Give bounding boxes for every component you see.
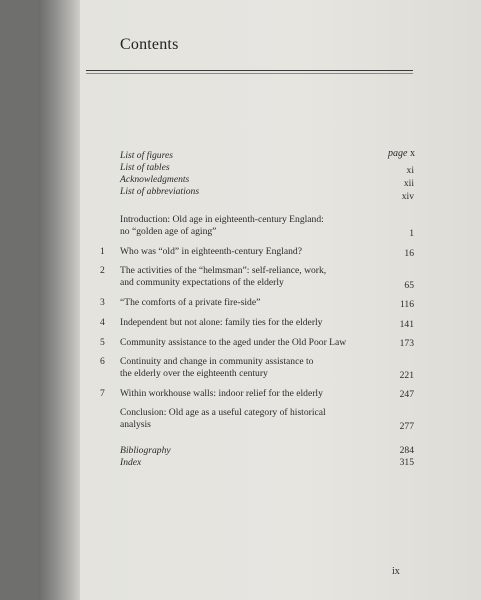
title-rule (86, 70, 413, 71)
back-matter-page: 284 (399, 445, 414, 456)
page-title: Contents (120, 36, 179, 53)
chapter-number: 5 (100, 337, 105, 348)
chapter-number: 3 (100, 297, 105, 308)
toc-page: 116 (399, 299, 414, 310)
toc-entry-chapter-6: Continuity and change in community assistance to the elderly over the eighteenth century (120, 356, 314, 379)
toc-page: 247 (399, 389, 414, 400)
toc-entry-chapter-7: Within workhouse walls: indoor relief for the elderly (120, 388, 323, 399)
front-matter-page: xii (403, 178, 414, 189)
toc-entry-chapter-5: Community assistance to the aged under the Old Poor Law (120, 337, 347, 348)
chapter-number: 1 (100, 246, 105, 257)
toc-page: 277 (399, 421, 414, 432)
title-rule-thin (86, 73, 413, 74)
toc-page: 65 (404, 280, 414, 291)
toc-entry-chapter-1: Who was “old” in eighteenth-century England? (120, 246, 302, 257)
toc-entry-chapter-2: The activities of the “helmsman”: self-reliance, work, and community expectations of the elderly (120, 265, 327, 288)
page-column-label: page x (388, 148, 415, 159)
back-matter-item: Index (120, 457, 142, 468)
front-matter-item: List of figures (120, 150, 173, 161)
chapter-number: 2 (100, 265, 105, 276)
chapter-number: 4 (100, 317, 105, 328)
toc-page: 1 (409, 228, 414, 239)
front-matter-page: xi (406, 165, 414, 176)
chapter-number: 7 (100, 388, 105, 399)
toc-page: 141 (399, 319, 414, 330)
page-folio: ix (392, 566, 400, 577)
front-matter-item: List of abbreviations (120, 186, 200, 197)
toc-page: 173 (399, 338, 414, 349)
toc-entry-conclusion: Conclusion: Old age as a useful category of historical analysis (120, 407, 326, 430)
toc-page: 16 (404, 248, 414, 259)
front-matter-item: Acknowledgments (120, 174, 190, 185)
front-matter-page: xiv (401, 191, 414, 202)
back-matter-page: 315 (399, 457, 414, 468)
toc-entry-chapter-3: “The comforts of a private fire-side” (120, 297, 261, 308)
toc-entry-chapter-4: Independent but not alone: family ties for the elderly (120, 317, 323, 328)
toc-entry-introduction: Introduction: Old age in eighteenth-century England: no “golden age of aging” (120, 214, 324, 237)
back-matter-item: Bibliography (120, 445, 171, 456)
page-gutter-shadow (38, 0, 80, 600)
toc-page: 221 (399, 370, 414, 381)
front-matter-item: List of tables (120, 162, 170, 173)
chapter-number: 6 (100, 356, 105, 367)
